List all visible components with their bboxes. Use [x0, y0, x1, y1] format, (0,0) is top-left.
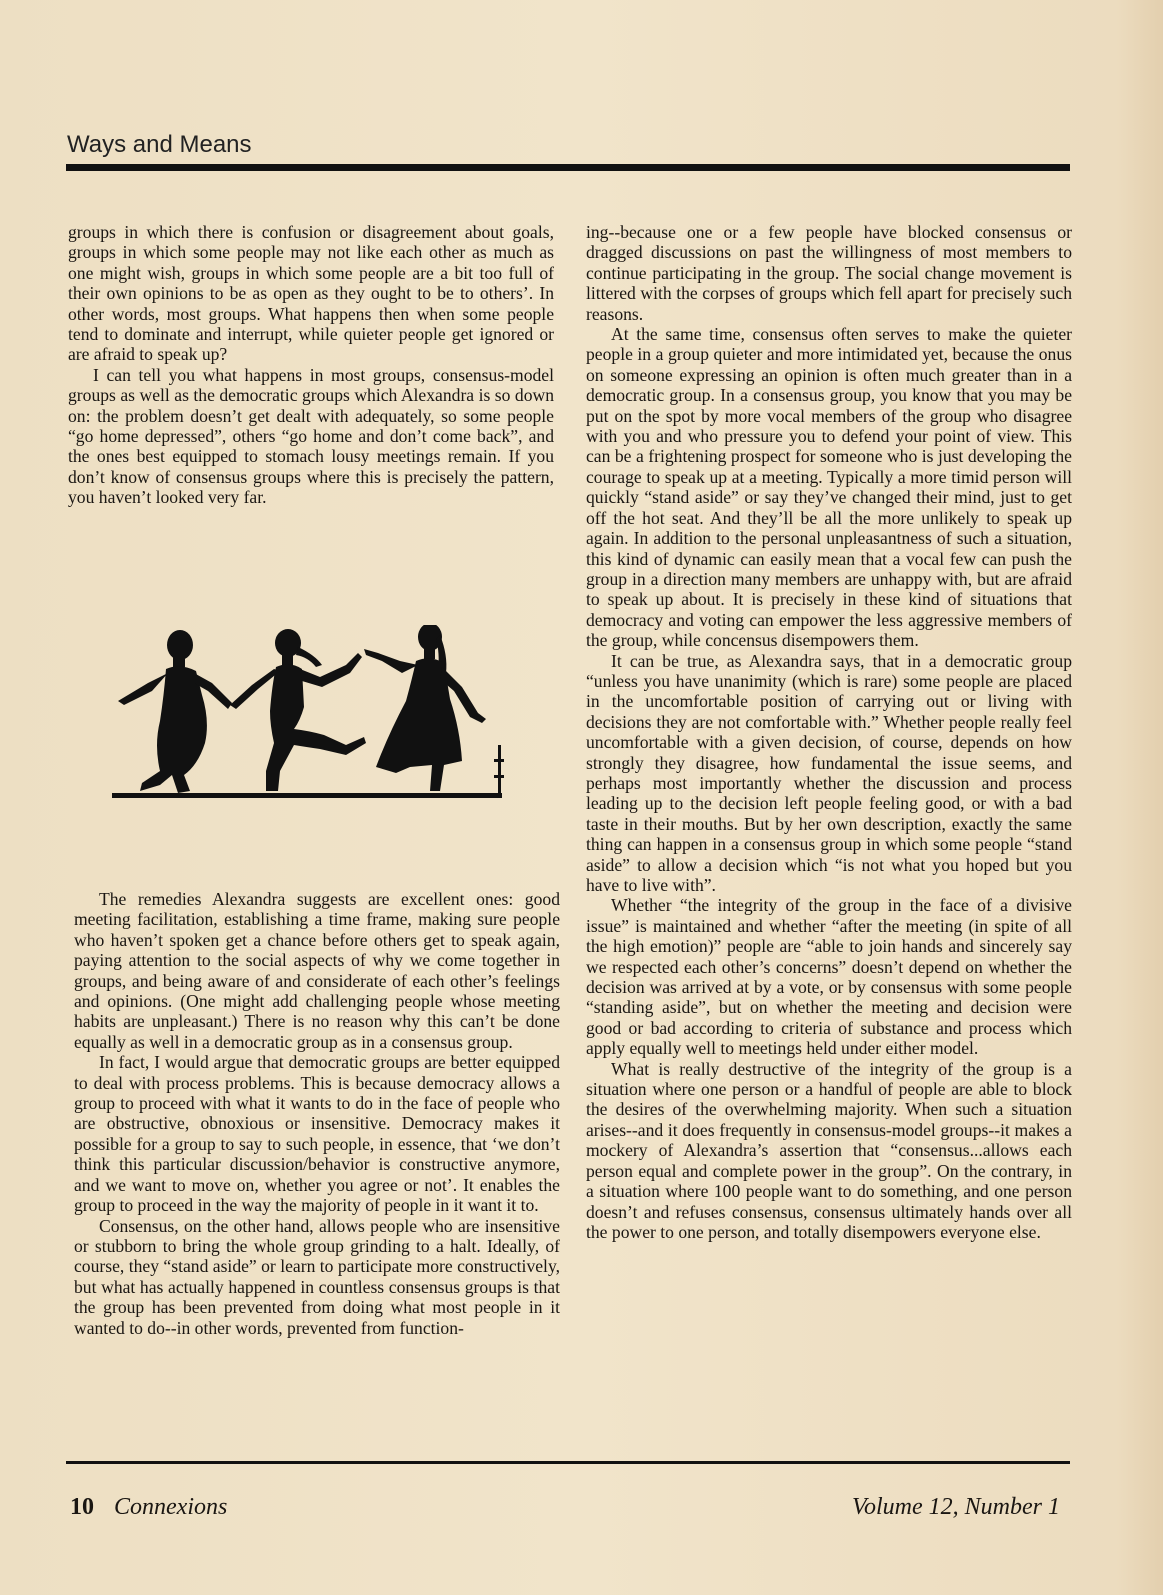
- header-rule: [66, 164, 1070, 171]
- paragraph: groups in which there is confusion or disagreement about goals, groups in which some people may not like each other as much as one might wish, groups in which some people are a bit too full of their own opinions to be as open as they ought to be to others’. In other words, most groups. What happens then when some people tend to dominate and interrupt, while quieter people get ignored or are afraid to speak up?: [68, 222, 554, 365]
- artist-signature: [498, 745, 501, 793]
- column-1-bottom: [74, 889, 560, 1338]
- paragraph: In fact, I would argue that democratic groups are better equipped to deal with process problems. This is because democracy allows a group to proceed with what it wants to do in the face of people who are obstructive, obnoxious or insensitive. Democracy makes it possible for a group to say to such people, in essence, that ‘we don’t think this particular discussion/behavior is constructive anymore, and we want to move on, whether you agree or not’. It enables the group to proceed in the way the majority of people in it want it to.: [74, 1052, 560, 1216]
- paragraph: Consensus, on the other hand, allows people who are insensitive or stubborn to bring the whole group grinding to a halt. Ideally, of course, they “stand aside” or learn to participate more constructively, but what has actually happened in countless consensus groups is that the group has been prevented from doing what most people in it wanted to do--in other words, prevented from function-: [74, 1215, 560, 1338]
- paragraph: Whether “the integrity of the group in the face of a divisive issue” is maintained and whether “after the meeting (in spite of all the high emotion)” people are “able to join hands and sincerely say we respected each other’s concerns” doesn’t depend on whether the decision was arrived at by a vote, or by consensus with some people “standing aside”, but on whether the meeting and decision were good or bad according to criteria of substance and process which apply equally well to meetings held under either model.: [586, 895, 1072, 1059]
- footer-left: [70, 1494, 227, 1521]
- paragraph: I can tell you what happens in most groups, consensus-model groups as well as the democratic groups which Alexandra is so down on: the problem doesn’t get dealt with adequately, so some people “go home depressed”, others “go home and don’t come back”, and the ones best equipped to stomach lousy meetings remain. If you don’t know of consensus groups where this is precisely the pattern, you haven’t looked very far.: [68, 364, 554, 508]
- footer-rule: [66, 1461, 1070, 1464]
- paragraph: The remedies Alexandra suggests are excellent ones: good meeting facilitation, establishing a time frame, making sure people who haven’t spoken get a chance before others get to speak again, paying attention to the social aspects of why we come together in groups, and being aware of and considerate of each other’s feelings and opinions. (One might add challenging people whose meeting habits are unpleasant.) There is no reason why this can’t be done equally as well in a democratic group as in a consensus group.: [74, 889, 560, 1052]
- column-1-top: [68, 222, 554, 508]
- ground-line: [112, 793, 502, 798]
- paragraph: What is really destructive of the integrity of the group is a situation where one person or a handful of people are able to block the desires of the overwhelming majority. When such a situation arises--and it does frequently in consensus-model groups--it makes a mockery of Alexandra’s assertion that “consensus...allows each person equal and complete power in the group”. On the contrary, in a situation where 100 people want to do something, and one person doesn’t and refuses consensus, consensus ultimately hands over all the power to one person, and totally disempowers everyone else.: [586, 1058, 1072, 1242]
- magazine-name: Connexions: [114, 1494, 228, 1520]
- dancer-figure-right: [364, 625, 486, 791]
- paragraph: It can be true, as Alexandra says, that in a democratic group “unless you have unanimity (which is rare) some people are placed in the uncomfortable position of carrying out or living with decisions they are not comfortable with.” Whether people really feel uncomfortable with a given decision, of course, depends on how strongly they disagree, how fundamental the issue seems, and perhaps most importantly whether the discussion and process leading up to the decision left people feeling good, or with a bad taste in their mouths. But by her own description, exactly the same thing can happen in a consensus group in which some people “stand aside” to allow a decision which “is not what you hoped but you have to live with”.: [586, 650, 1072, 895]
- page-number: 10: [70, 1494, 94, 1520]
- three-dancing-figures-silhouette-icon: [110, 625, 515, 820]
- section-title: Ways and Means: [67, 131, 252, 158]
- paragraph: At the same time, consensus often serves to make the quieter people in a group quieter and more intimidated yet, because the onus on someone expressing an opinion is often much greater than in a democratic group. In a consensus group, you know that you may be put on the spot by more vocal members of the group who disagree with you and who pressure you to defend your point of view. This can be a frightening prospect for someone who is just developing the courage to speak up at a meeting. Typically a more timid person will quickly “stand aside” or say they’ve changed their mind, just to get off the hot seat. And they’ll be all the more unlikely to speak up again. In addition to the personal unpleasantness of such a situation, this kind of dynamic can easily mean that a vocal few can push the group in a direction many members are unhappy with, but are afraid to speak up about. It is precisely in these kind of situations that democracy and voting can empower the less aggressive members of the group, while concensus disempowers them.: [586, 324, 1072, 651]
- issue-label: Volume 12, Number 1: [852, 1494, 1060, 1520]
- column-2: [586, 222, 1072, 1242]
- dancer-figure-middle: [230, 629, 366, 791]
- paragraph: ing--because one or a few people have blocked consensus or dragged discussions on past the willingness of most members to continue participating in the group. The social change movement is littered with the corpses of groups which fell apart for precisely such reasons.: [586, 222, 1072, 324]
- dancer-figure-left: [118, 630, 232, 793]
